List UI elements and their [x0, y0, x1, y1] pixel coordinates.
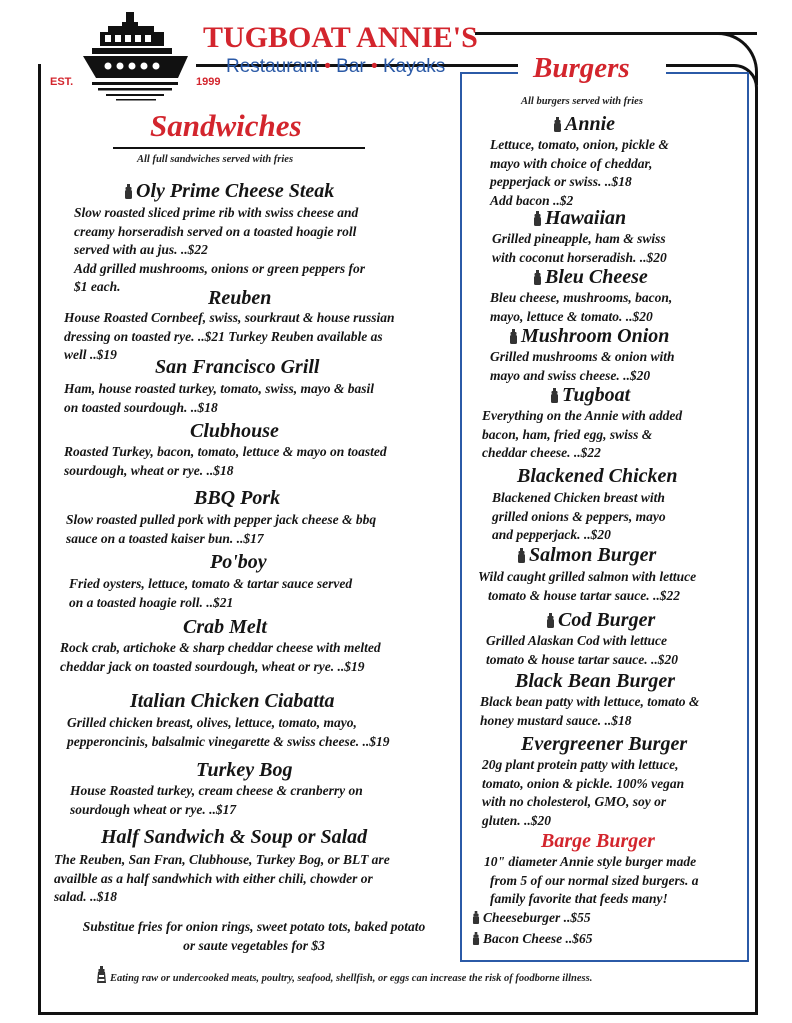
- footer-disclaimer: Eating raw or undercooked meats, poultry, seafood, shellfish, or eggs can increase the risk of foodborne illness.: [96, 966, 592, 987]
- sandwich-title-poboy: Po'boy: [210, 551, 267, 573]
- burger-desc-black-bean: Black bean patty with lettuce, tomato & honey mustard sauce. ..$18: [480, 694, 700, 728]
- est-label: EST.: [50, 76, 74, 88]
- burger-title-annie: Annie: [553, 113, 615, 137]
- tagline-kayaks: Kayaks: [382, 56, 446, 77]
- lighthouse-icon: [96, 966, 107, 987]
- burger-title-bleu-cheese: Bleu Cheese: [533, 266, 648, 290]
- sandwich-desc-crab-melt: Rock crab, artichoke & sharp cheddar cheese with melted cheddar jack on toasted sourdough, wheat or rye. ..$19: [60, 640, 381, 674]
- sandwich-desc-half-sandwich: The Reuben, San Fran, Clubhouse, Turkey Bog, or BLT are availble as a half sandwhich with either chili, chowder or salad. ..$18: [54, 852, 390, 904]
- burger-desc-salmon: Wild caught grilled salmon with lettuce tomato & house tartar sauce. ..$22: [478, 569, 697, 603]
- pepper-icon: [546, 611, 555, 633]
- tugboat-logo: [78, 6, 193, 106]
- est-year: 1999: [196, 76, 221, 88]
- burger-desc-blackened-chicken: Blackened Chicken breast with grilled onions & peppers, mayo and pepperjack. ..$20: [492, 490, 666, 542]
- burger-desc-annie: Lettuce, tomato, onion, pickle & mayo with choice of cheddar, pepperjack or swiss. ..$18 Add bacon ..$2: [490, 137, 669, 208]
- sandwich-desc-turkey-bog: House Roasted turkey, cream cheese & cranberry on sourdough wheat or rye. ..$17: [70, 783, 363, 817]
- burger-title-hawaiian: Hawaiian: [533, 207, 626, 231]
- sandwiches-underline: [113, 147, 365, 149]
- sandwiches-note: All full sandwiches served with fries: [137, 154, 294, 165]
- tagline-bar: Bar: [336, 56, 366, 77]
- burger-desc-mushroom-onion: Grilled mushrooms & onion with mayo and swiss cheese. ..$20: [490, 349, 675, 383]
- sandwiches-title: Sandwiches: [150, 108, 302, 143]
- tagline-restaurant: Restaurant: [226, 56, 319, 77]
- burger-title-black-bean: Black Bean Burger: [515, 670, 676, 692]
- sandwich-desc-reuben: House Roasted Cornbeef, swiss, sourkraut & house russian dressing on toasted rye. ..$21 Turkey Reuben available as well ..$19: [64, 310, 395, 362]
- pepper-icon: [509, 327, 518, 349]
- burger-desc-tugboat: Everything on the Annie with added bacon, ham, fried egg, swiss & cheddar cheese. ..$22: [482, 408, 683, 460]
- burger-title-evergreener: Evergreener Burger: [521, 733, 688, 755]
- burgers-note: All burgers served with fries: [521, 96, 643, 107]
- barge-option-bacon-cheese: Bacon Cheese ..$65: [472, 930, 732, 951]
- burger-desc-barge: 10" diameter Annie style burger made from 5 of our normal sized burgers. a family favorite that feeds many!: [484, 854, 699, 906]
- pepper-icon: [550, 386, 559, 408]
- sandwich-title-crab-melt: Crab Melt: [183, 616, 267, 638]
- barge-option-cheeseburger: Cheeseburger ..$55: [472, 909, 732, 930]
- sandwich-desc-sf-grill: Ham, house roasted turkey, tomato, swiss, mayo & basil on toasted sourdough. ..$18: [64, 381, 375, 415]
- burger-desc-cod: Grilled Alaskan Cod with lettuce tomato & house tartar sauce. ..$20: [486, 633, 679, 667]
- tagline: Restaurant • Bar • Kayaks: [226, 56, 446, 77]
- pepper-icon: [553, 115, 562, 137]
- burger-title-barge: Barge Burger: [541, 830, 655, 852]
- sandwich-title-bbq-pork: BBQ Pork: [194, 487, 281, 509]
- sandwich-desc-bbq-pork: Slow roasted pulled pork with pepper jack cheese & bbq sauce on a toasted kaiser bun. ..$17: [66, 512, 377, 546]
- burgers-title: Burgers: [533, 52, 630, 84]
- pepper-icon: [533, 209, 542, 231]
- burger-title-tugboat: Tugboat: [550, 384, 630, 408]
- burger-title-cod: Cod Burger: [546, 609, 655, 633]
- pepper-icon: [517, 546, 526, 568]
- sandwich-title-italian-chicken: Italian Chicken Ciabatta: [130, 690, 335, 712]
- burger-desc-bleu-cheese: Bleu cheese, mushrooms, bacon, mayo, lettuce & tomato. ..$20: [490, 290, 673, 324]
- burger-desc-hawaiian: Grilled pineapple, ham & swiss with coconut horseradish. ..$20: [492, 231, 667, 265]
- sandwich-desc-clubhouse: Roasted Turkey, bacon, tomato, lettuce & mayo on toasted sourdough, wheat or rye. ..$18: [64, 444, 387, 478]
- burger-title-blackened-chicken: Blackened Chicken: [517, 465, 678, 487]
- burger-title-salmon: Salmon Burger: [517, 544, 656, 568]
- burger-desc-evergreener: 20g plant protein patty with lettuce, tomato, onion & pickle. 100% vegan with no cholesterol, GMO, soy or gluten. ..$20: [482, 757, 685, 828]
- pepper-icon: [472, 932, 480, 951]
- sandwich-desc-oly: Slow roasted sliced prime rib with swiss cheese and creamy horseradish served on a toasted hoagie roll served with au jus. ..$22 Add grilled mushrooms, onions or green peppers for $1 each.: [74, 205, 366, 294]
- sandwich-title-sf-grill: San Francisco Grill: [155, 356, 320, 378]
- tugboat-icon: [78, 6, 193, 106]
- substitute-note: Substitue fries for onion rings, sweet potato tots, baked potato or saute vegetables for $3: [82, 919, 426, 953]
- sandwich-desc-italian-chicken: Grilled chicken breast, olives, lettuce, tomato, mayo, pepperoncinis, balsalmic vinegarette & swiss cheese. ..$19: [67, 715, 390, 749]
- sandwich-title-turkey-bog: Turkey Bog: [196, 759, 293, 781]
- pepper-icon: [472, 911, 480, 930]
- sandwich-title-half-sandwich: Half Sandwich & Soup or Salad: [101, 826, 368, 848]
- restaurant-name: TUGBOAT ANNIE'S: [203, 21, 478, 54]
- pepper-icon: [124, 182, 133, 204]
- sandwich-title-reuben: Reuben: [208, 287, 272, 309]
- sandwich-title-clubhouse: Clubhouse: [190, 420, 279, 442]
- barge-options: [472, 909, 732, 950]
- pepper-icon: [533, 268, 542, 290]
- sandwich-title-oly: Oly Prime Cheese Steak: [124, 180, 334, 204]
- burger-title-mushroom-onion: Mushroom Onion: [509, 325, 669, 349]
- sandwich-desc-poboy: Fried oysters, lettuce, tomato & tartar sauce served on a toasted hoagie roll. ..$21: [69, 576, 353, 610]
